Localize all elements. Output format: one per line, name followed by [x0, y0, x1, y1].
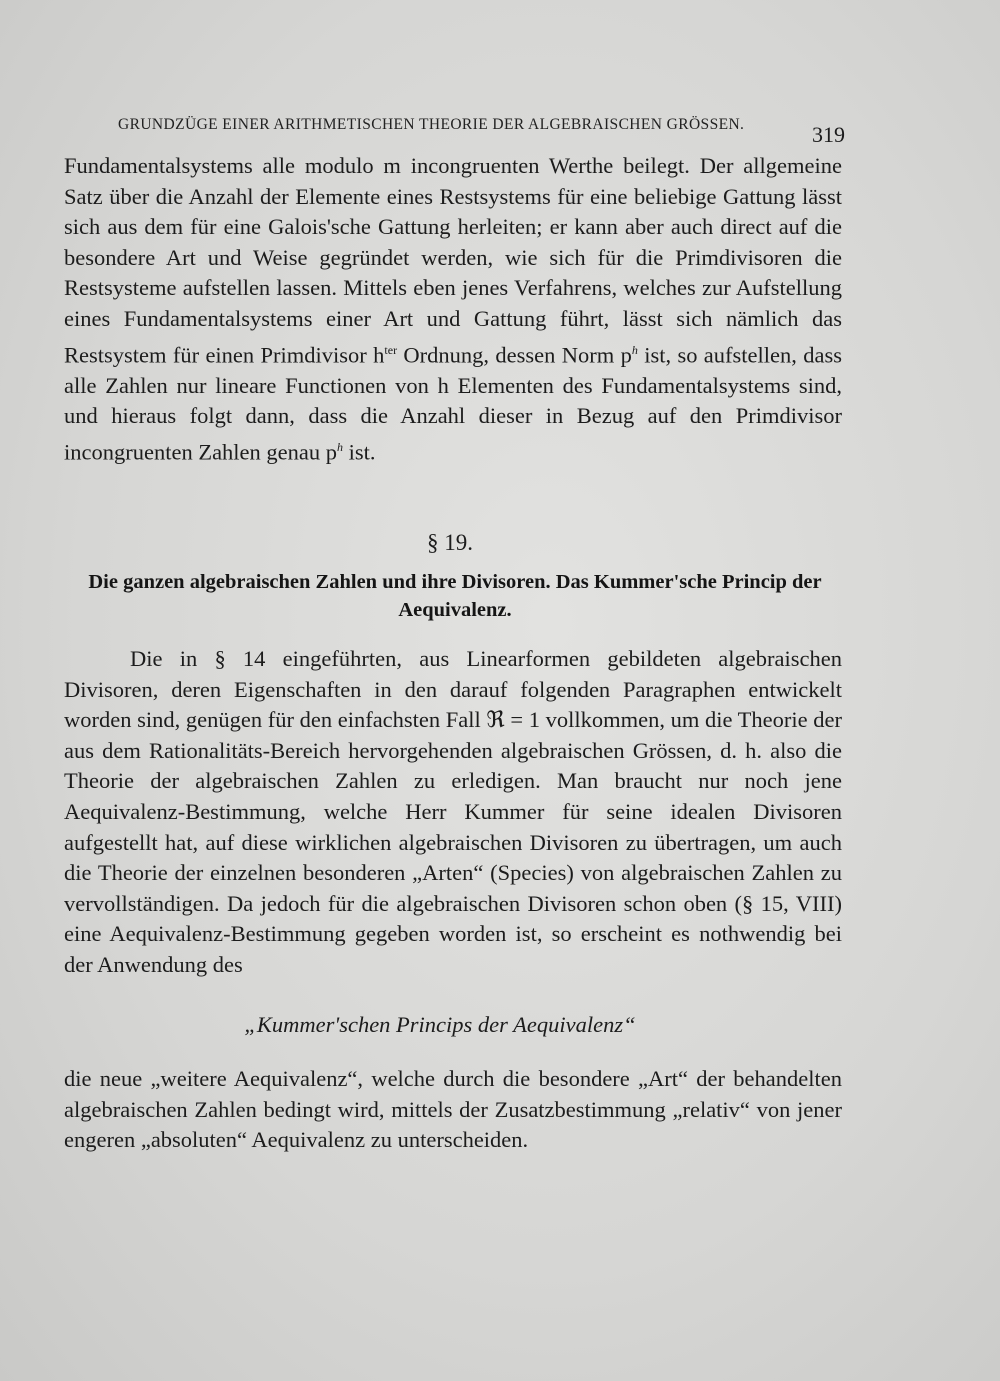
- paragraph-2: Die in § 14 eingeführten, aus Linearformen gebildeten algebraischen Divisoren, deren Eigenschaften in den darauf folgenden Paragraphen entwickelt worden sind, genügen für den einfachsten Fall ℜ = 1 vollkommen, um die Theorie der aus dem Rationalitäts-Bereich hervorgehenden algebraischen Grössen, d. h. also die Theorie der algebraischen Zahlen zu erledigen. Man braucht nur noch jene Aequivalenz-Bestimmung, welche Herr Kummer für seine idealen Divisoren aufgestellt hat, auf diese wirklichen algebraischen Divisoren zu übertragen, um auch die Theorie der einzelnen besonderen „Arten“ (Species) von algebraischen Zahlen zu vervollständigen. Da jedoch für die algebraischen Divisoren schon oben (§ 15, VIII) eine Aequivalenz-Bestimmung gegeben worden ist, so erscheint es nothwendig bei der Anwendung des: [64, 646, 842, 977]
- paragraph-1-text-b: Ordnung, dessen Norm p: [397, 342, 632, 368]
- paragraph-1: [64, 151, 842, 468]
- running-head: GRUNDZÜGE EINER ARITHMETISCHEN THEORIE DER ALGEBRAISCHEN GRÖSSEN.: [118, 116, 745, 133]
- principle-heading: „Kummer'schen Princips der Aequivalenz“: [244, 1012, 636, 1037]
- paragraph-1-text: Fundamentalsystems alle modulo m incongruenten Werthe beilegt. Der allgemeine Satz über die Anzahl der Elemente eines Restsystems für eine beliebige Gattung lässt sich aus dem für eine Galois'sche Gattung herleiten; er kann aber auch direct auf die besondere Art und Weise gegründet werden, wie sich für die Primdivisoren die Restsysteme aufstellen lassen. Mittels eben jenes Verfahrens, welches zur Aufstellung eines Fundamentalsystems einer Art und Gattung führt, lässt sich nämlich das Restsystem für einen Primdivisor h: [64, 153, 842, 368]
- section-number: § 19.: [427, 530, 473, 555]
- superscript-h-2: h: [337, 439, 344, 454]
- section-title: Die ganzen algebraischen Zahlen und ihre Divisoren. Das Kummer'sche Princip der Aequivalenz.: [88, 571, 822, 621]
- superscript-h-1: h: [631, 342, 638, 357]
- paragraph-1-text-c: ist, so aufstellen, dass alle Zahlen nur lineare Functionen von h Elementen des Fundamentalsystems sind, und hieraus folgt dann, dass die Anzahl dieser in Bezug auf den Primdivisor incongruenten Zahlen genau p: [64, 342, 842, 465]
- paragraph-1-text-d: ist.: [343, 439, 376, 465]
- superscript-ter: ter: [384, 342, 398, 357]
- paragraph-3: die neue „weitere Aequivalenz“, welche durch die besondere „Art“ der behandelten algebraischen Zahlen bedingt wird, mittels der Zusatzbestimmung „relativ“ von jener engeren „absoluten“ Aequivalenz zu unterscheiden.: [64, 1066, 842, 1153]
- page-number: 319: [812, 122, 845, 147]
